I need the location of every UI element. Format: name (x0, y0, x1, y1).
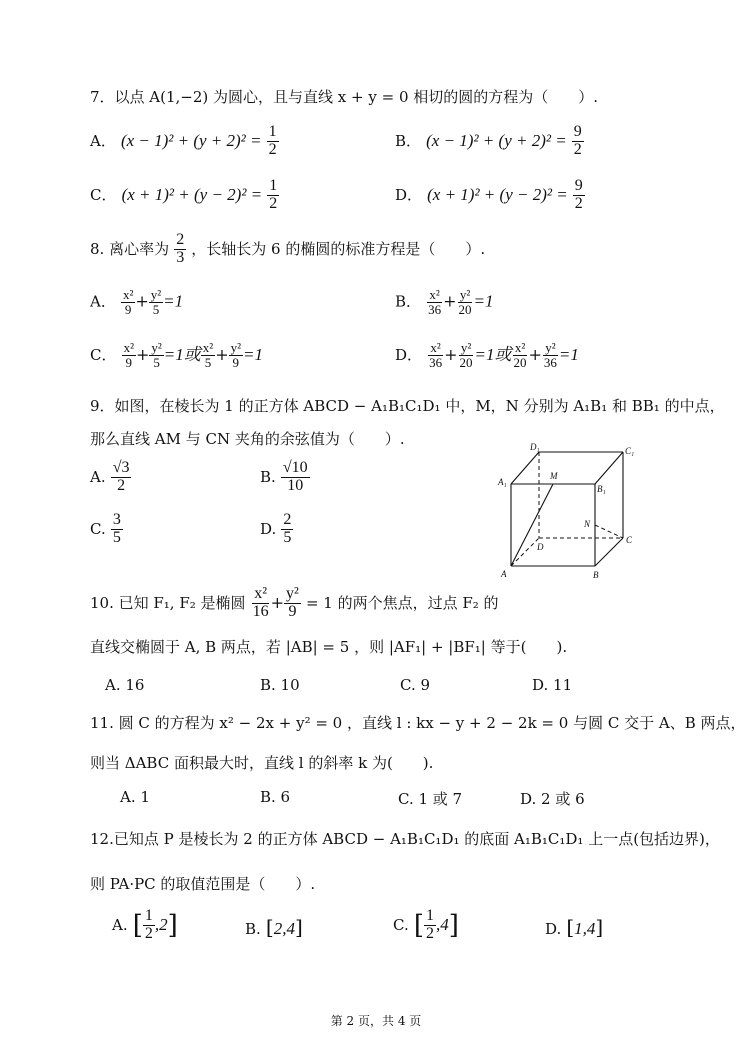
q10-option-b: B. 10 (260, 676, 300, 694)
q11-option-d: D. 2 或 6 (520, 790, 585, 808)
edge-BC (595, 538, 623, 566)
page-footer: 第 2 页，共 4 页 (330, 1014, 422, 1028)
q8-option-a: A． $\frac{\text{x²}}{9}$ + $\frac{\text{y²}}{5}$ =1 (90, 287, 184, 317)
q9-stem-line1: 9．如图，在棱长为 1 的正方体 ABCD − A₁B₁C₁D₁ 中，M，N 分别为 A₁B₁ 和 BB₁ 的中点， (90, 397, 725, 415)
q12-option-a: A. [ $\frac{1}{2}$ ,2] (112, 907, 178, 942)
label-M: M (550, 471, 558, 481)
q12-stem-line2: 则 PA·PC 的取值范围是（ ）. (90, 875, 316, 893)
label-A: A (501, 569, 507, 579)
edge-B1C1 (595, 452, 623, 484)
q9-option-c: C. $\frac{3}{5}$ (90, 511, 121, 546)
q11-option-b: B. 6 (260, 788, 291, 806)
q11-option-c: C. 1 或 7 (398, 790, 463, 808)
q11-stem-line2: 则当 ΔABC 面积最大时，直线 l 的斜率 k 为( ). (90, 754, 434, 772)
q8-option-c: C． $\frac{\text{x²}}{9}$ + $\frac{\text{y²}}{5}$ =1或 $\frac{\text{x²}}{5}$ + $\frac{\text{y²}}{9}$ =1 (90, 340, 263, 370)
label-B1: B₁ (597, 484, 606, 494)
q10-stem-line1: 10. 已知 F₁, F₂ 是椭圆 $\frac{\text{x²}}{16}$ + $\frac{\text{y²}}{9}$ = 1 的两个焦点，过点 F₂ 的 (90, 585, 499, 620)
q7-stem: 7．以点 A(1,−2) 为圆心，且与直线 x + y = 0 相切的圆的方程为（ ）. (90, 88, 599, 106)
q8-option-d: D． $\frac{\text{x²}}{36}$ + $\frac{\text{y²}}{20}$ =1或 $\frac{\text{x²}}{20}$ + $\frac{\text{y²}}{36}$ =1 (395, 340, 579, 370)
q10-option-d: D. 11 (532, 676, 573, 694)
q8-stem: 8. 离心率为 $\frac{2}{3}$ ，长轴长为 6 的椭圆的标准方程是（ ）. (90, 231, 486, 266)
q8-option-b: B． $\frac{\text{x²}}{36}$ + $\frac{\text{y²}}{20}$ =1 (395, 287, 494, 317)
label-N: N (584, 519, 591, 529)
q11-stem-line1: 11. 圆 C 的方程为 x² − 2x + y² = 0 ，直线 l : kx − y + 2 − 2k = 0 与圆 C 交于 A、B 两点， (90, 714, 746, 732)
cube-figure (495, 440, 645, 585)
q7-option-c: C． (x + 1)² + (y − 2)² = $\frac{1}{2}$ (90, 177, 278, 212)
label-D: D (537, 542, 544, 552)
q9-option-d: D. $\frac{2}{5}$ (260, 511, 292, 546)
q7-option-d: D． (x + 1)² + (y − 2)² = $\frac{9}{2}$ (395, 177, 583, 212)
q7-option-b: B． (x − 1)² + (y + 2)² = $\frac{9}{2}$ (395, 123, 582, 158)
label-C1: C₁ (625, 446, 635, 456)
edge-A1D1 (511, 452, 539, 484)
q10-option-c: C. 9 (400, 676, 431, 694)
q10-stem-line2: 直线交椭圆于 A, B 两点，若 |AB| = 5 ，则 |AF₁| + |BF₁| 等于( ). (90, 638, 568, 656)
edge-AD-hidden (511, 538, 539, 566)
segment-NC-hidden (595, 525, 623, 538)
q9-option-a: A. $\frac{√3}{2}$ (90, 459, 130, 494)
q12-option-b: B. [2,4] (245, 915, 303, 939)
label-D1: D₁ (530, 442, 540, 452)
label-C: C (626, 535, 633, 545)
label-B: B (593, 570, 599, 580)
q9-option-b: B. $\frac{√10}{10}$ (260, 459, 308, 494)
q7-option-a: A． (x − 1)² + (y + 2)² = $\frac{1}{2}$ (90, 123, 277, 158)
q10-option-a: A. 16 (105, 676, 145, 694)
q9-stem-line2: 那么直线 AM 与 CN 夹角的余弦值为（ ）. (90, 430, 405, 448)
q12-option-c: C. [ $\frac{1}{2}$ ,4] (393, 907, 459, 942)
q12-stem-line1: 12.已知点 P 是棱长为 2 的正方体 ABCD − A₁B₁C₁D₁ 的底面 A₁B₁C₁D₁ 上一点(包括边界)， (90, 830, 720, 848)
segment-AM (511, 484, 553, 566)
q12-option-d: D. [1,4] (545, 915, 604, 939)
label-A1: A₁ (498, 477, 507, 487)
q11-option-a: A. 1 (120, 788, 150, 806)
